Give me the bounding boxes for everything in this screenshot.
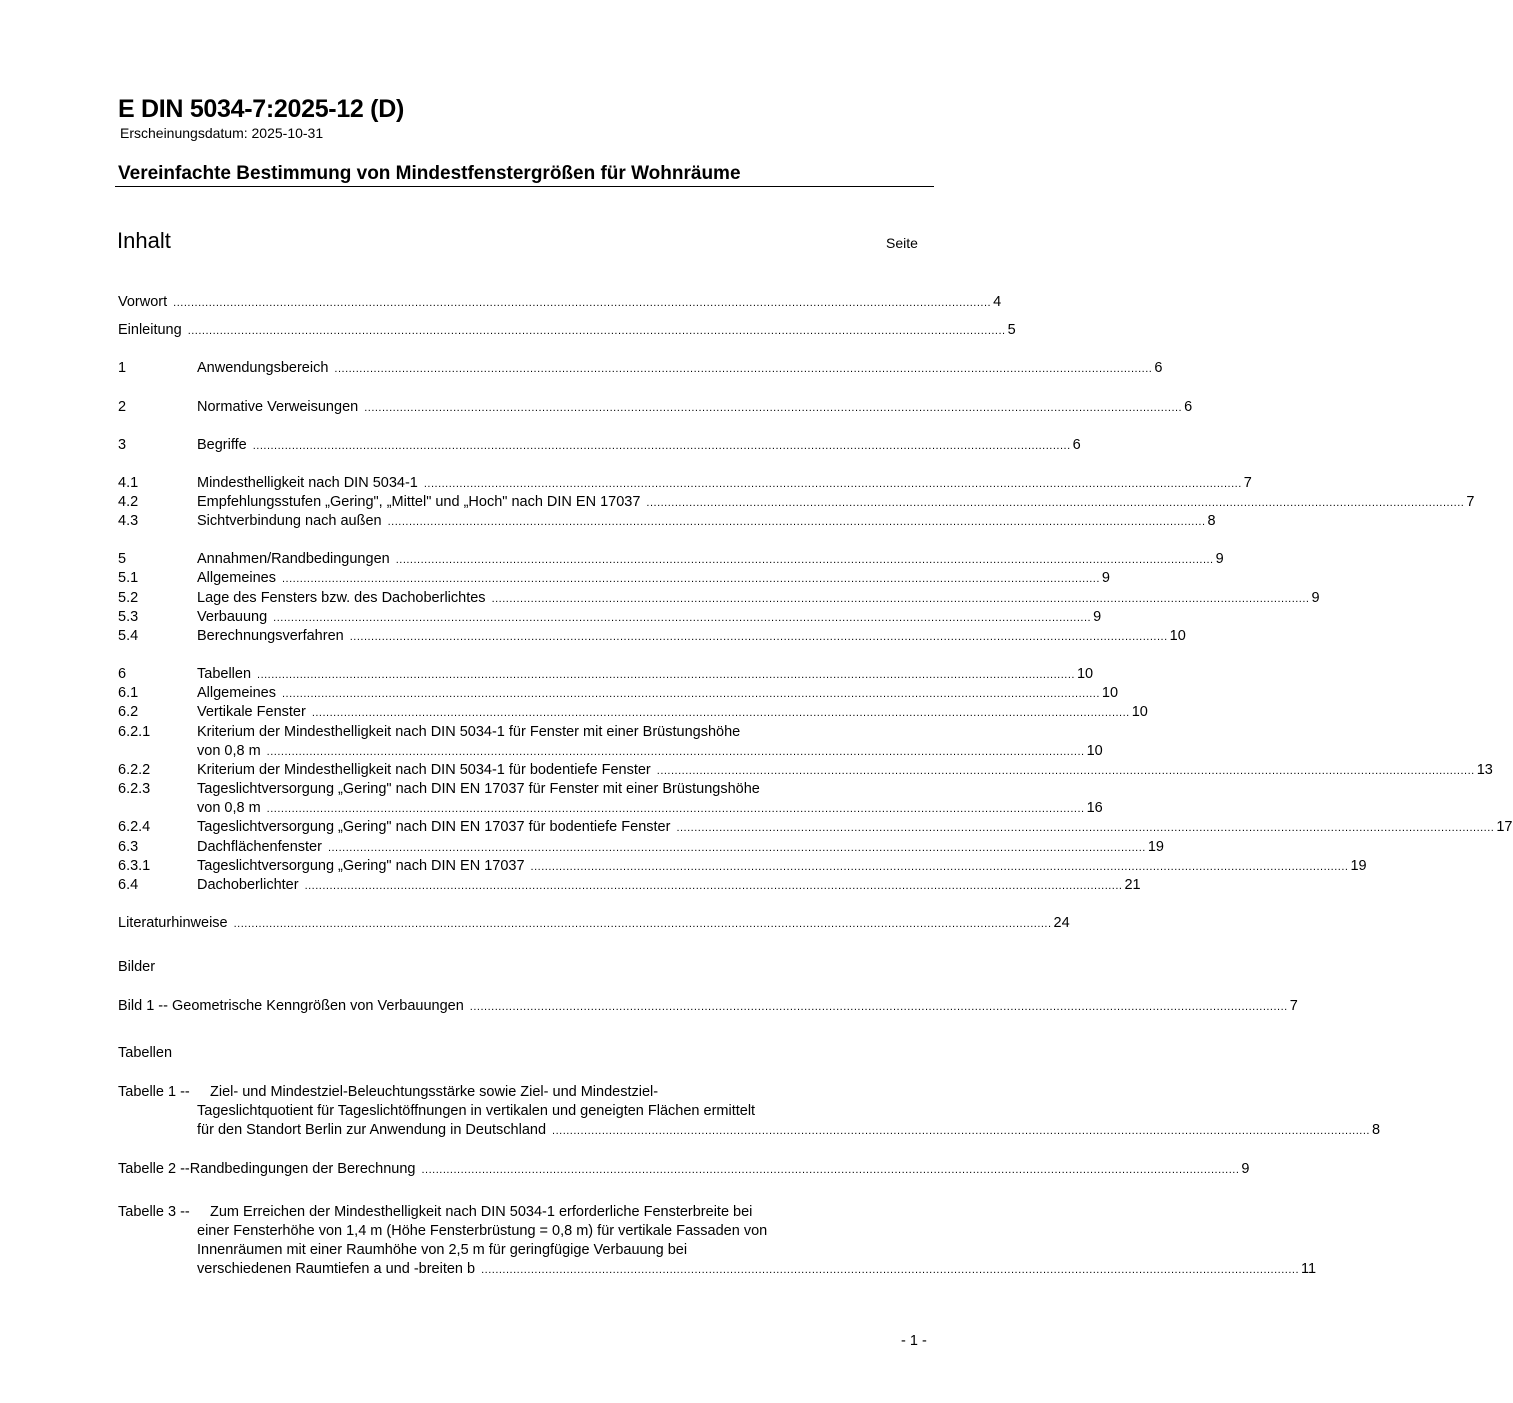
document-id: E DIN 5034-7:2025-12 (D) [118, 95, 404, 123]
toc-entry-page: 9 [1101, 570, 1110, 586]
toc-entry-title: Begriffe [197, 437, 247, 453]
toc-entry-title: Lage des Fensters bzw. des Dachoberlichtes [197, 590, 486, 606]
toc-entry-page: 6 [1072, 437, 1081, 453]
toc-entry-page: 19 [1350, 858, 1367, 874]
table-entry-prefix: Tabelle 1 -- [118, 1084, 190, 1100]
toc-entry-title: Dachoberlichter [197, 877, 299, 893]
toc-entry-page: 7 [1243, 475, 1252, 491]
toc-entry-title: von 0,8 m [197, 800, 261, 816]
toc-entry-title: von 0,8 m [197, 743, 261, 759]
table-entry-prefix: Tabelle 2 -- [118, 1161, 190, 1177]
toc-entry-page: 10 [1086, 743, 1103, 759]
toc-entry-title: Einleitung [118, 322, 182, 338]
toc-entry-page: 6 [1184, 399, 1193, 415]
toc-entry-title: Verbauung [197, 609, 268, 625]
toc-entry-number: 6.1 [118, 685, 139, 701]
toc-entry[interactable] [118, 703, 1148, 722]
toc-entry[interactable] [118, 818, 1513, 837]
toc-entry-title: Dachflächenfenster [197, 839, 322, 855]
dot-leader: ...................................................................................................................................................................................................................................... [334, 363, 1153, 375]
toc-heading: Inhalt [117, 228, 171, 253]
dot-leader: ...................................................................................................................................................................................................................................... [252, 440, 1071, 452]
toc-entry-title: Tabellen [197, 666, 252, 682]
figures-heading: Bilder [118, 959, 156, 975]
toc-entry[interactable] [118, 436, 1081, 455]
toc-entry-page: 21 [1124, 877, 1141, 893]
toc-entry[interactable] [118, 398, 1193, 417]
dot-leader: ...................................................................................................................................................................................................................................... [646, 497, 1465, 509]
toc-entry-number: 4.3 [118, 513, 139, 529]
toc-entry-page: 5 [1007, 322, 1016, 338]
page-column-label: Seite [886, 235, 918, 251]
toc-entry[interactable] [118, 608, 1102, 627]
dot-leader: ...................................................................................................................................................................................................................................... [530, 861, 1349, 873]
dot-leader: ...................................................................................................................................................................................................................................... [266, 803, 1085, 815]
dot-leader: ...................................................................................................................................................................................................................................... [491, 593, 1310, 605]
toc-entry-number: 6.3 [118, 839, 139, 855]
toc-entry-number: 5.1 [118, 570, 139, 586]
table-entry-title: verschiedenen Raumtiefen a und -breiten b [197, 1261, 476, 1277]
toc-entry[interactable] [118, 914, 1070, 933]
table-entry-title-line: Ziel- und Mindestziel-Beleuchtungsstärke sowie Ziel- und Mindestziel- [210, 1084, 659, 1100]
dot-leader: ...................................................................................................................................................................................................................................... [387, 516, 1206, 528]
table-entry[interactable] [118, 1203, 1317, 1279]
toc-entry-page: 24 [1053, 915, 1070, 931]
dot-leader: ...................................................................................................................................................................................................................................... [327, 842, 1146, 854]
figure-entry-page: 7 [1289, 998, 1298, 1014]
dot-leader: ...................................................................................................................................................................................................................................... [552, 1125, 1370, 1137]
toc-entry-number: 6.4 [118, 877, 139, 893]
toc-entry-title: Vorwort [118, 294, 168, 310]
toc-entry-number: 1 [118, 360, 127, 376]
toc-entry-number: 5.4 [118, 628, 139, 644]
toc-entry-page: 7 [1466, 494, 1475, 510]
toc-entry-title: Allgemeines [197, 685, 276, 701]
dot-leader: ...................................................................................................................................................................................................................................... [481, 1264, 1300, 1276]
dot-leader: ...................................................................................................................................................................................................................................... [469, 1001, 1288, 1013]
toc-entry-number: 3 [118, 437, 127, 453]
table-entry-title-line: einer Fensterhöhe von 1,4 m (Höhe Fensterbrüstung = 0,8 m) für vertikale Fassaden von [197, 1223, 768, 1239]
toc-entry[interactable] [118, 474, 1252, 493]
table-entry-title-line: Innenräumen mit einer Raumhöhe von 2,5 m für geringfügige Verbauung bei [197, 1242, 688, 1258]
toc-entry-title-line: Tageslichtversorgung „Gering" nach DIN EN 17037 für Fenster mit einer Brüstungshöhe [197, 781, 760, 797]
dot-leader: ...................................................................................................................................................................................................................................... [273, 612, 1092, 624]
toc-entry-number: 6.2.3 [118, 781, 151, 797]
toc-entry-number: 5.2 [118, 590, 139, 606]
toc-entry[interactable] [118, 293, 1002, 312]
toc-entry-title: Normative Verweisungen [197, 399, 359, 415]
toc-entry-number: 5.3 [118, 609, 139, 625]
dot-leader: ...................................................................................................................................................................................................................................... [656, 765, 1475, 777]
table-entry-page: 8 [1371, 1122, 1381, 1138]
dot-leader: ...................................................................................................................................................................................................................................... [676, 822, 1495, 834]
table-entry-title: Randbedingungen der Berechnung [189, 1161, 416, 1177]
tables-heading: Tabellen [118, 1045, 173, 1061]
toc-entry[interactable] [118, 493, 1475, 512]
toc-entry-title: Tageslichtversorgung „Gering" nach DIN EN 17037 [197, 858, 525, 874]
table-entry-page: 11 [1301, 1261, 1317, 1277]
toc-entry[interactable] [118, 627, 1186, 646]
publication-date: Erscheinungsdatum: 2025-10-31 [120, 125, 324, 141]
toc-entry-number: 6.2.2 [118, 762, 151, 778]
toc-entry[interactable] [118, 665, 1094, 684]
toc-entry[interactable] [118, 780, 1103, 818]
toc-entry-number: 6.2.1 [118, 724, 151, 740]
figure-entry-title: Bild 1 -- Geometrische Kenngrößen von Verbauungen [118, 998, 464, 1014]
toc-entry[interactable] [118, 857, 1367, 876]
toc-entry-title: Tageslichtversorgung „Gering" nach DIN EN 17037 für bodentiefe Fenster [197, 819, 671, 835]
toc-entry[interactable] [118, 550, 1224, 569]
toc-entry-title: Mindesthelligkeit nach DIN 5034-1 [197, 475, 418, 491]
toc-entry-title: Annahmen/Randbedingungen [197, 551, 390, 567]
dot-leader: ...................................................................................................................................................................................................................................... [257, 669, 1075, 681]
toc-entry[interactable] [118, 359, 1163, 378]
toc-entry-title: Literaturhinweise [118, 915, 228, 931]
toc-entry[interactable] [118, 589, 1320, 608]
dot-leader: ...................................................................................................................................................................................................................................... [173, 297, 992, 309]
dot-leader: ...................................................................................................................................................................................................................................... [423, 478, 1242, 490]
toc-entry[interactable] [118, 569, 1110, 588]
table-entry-title-line: Zum Erreichen der Mindesthelligkeit nach DIN 5034-1 erforderliche Fensterbreite bei [210, 1204, 753, 1220]
toc-entry-page: 10 [1131, 704, 1148, 720]
title-rule [115, 186, 934, 187]
toc-entry-title: Kriterium der Mindesthelligkeit nach DIN 5034-1 für bodentiefe Fenster [197, 762, 651, 778]
toc-entry-page: 13 [1476, 762, 1493, 778]
toc-entry-number: 5 [118, 551, 127, 567]
toc-entry-page: 10 [1169, 628, 1186, 644]
dot-leader: ...................................................................................................................................................................................................................................... [187, 325, 1006, 337]
toc-entry-page: 19 [1147, 839, 1164, 855]
dot-leader: ...................................................................................................................................................................................................................................... [233, 918, 1052, 930]
toc-entry-page: 10 [1076, 666, 1094, 682]
toc-entry-title: Sichtverbindung nach außen [197, 513, 382, 529]
toc-entry[interactable] [118, 321, 1016, 340]
table-entry[interactable] [118, 1160, 1250, 1179]
toc-entry-page: 4 [993, 294, 1002, 310]
dot-leader: ...................................................................................................................................................................................................................................... [304, 880, 1123, 892]
toc-entry-title: Vertikale Fenster [197, 704, 306, 720]
toc-entry[interactable] [118, 512, 1216, 531]
toc-entry-number: 2 [118, 399, 127, 415]
dot-leader: ...................................................................................................................................................................................................................................... [395, 554, 1214, 566]
toc-entry-page: 6 [1154, 360, 1163, 376]
figure-entry[interactable] [118, 997, 1298, 1016]
page-number: - 1 - [901, 1333, 927, 1349]
toc-entry-page: 10 [1101, 685, 1119, 701]
table-entry-title-line: Tageslichtquotient für Tageslichtöffnungen in vertikalen und geneigten Flächen ermittelt [197, 1103, 756, 1119]
toc-entry[interactable] [118, 684, 1119, 703]
toc-entry[interactable] [118, 876, 1141, 895]
table-entry-title: für den Standort Berlin zur Anwendung in Deutschland [197, 1122, 547, 1138]
toc-entry-title: Allgemeines [197, 570, 276, 586]
dot-leader: ...................................................................................................................................................................................................................................... [266, 746, 1085, 758]
toc-entry[interactable] [118, 838, 1164, 857]
toc-entry-page: 9 [1093, 609, 1102, 625]
toc-entry-number: 6.2 [118, 704, 139, 720]
table-entry-page: 9 [1241, 1161, 1250, 1177]
toc-entry-page: 9 [1311, 590, 1320, 606]
toc-entry-page: 17 [1496, 819, 1513, 835]
toc-entry-page: 9 [1215, 551, 1224, 567]
toc-entry-page: 16 [1086, 800, 1103, 816]
toc-entry-title: Berechnungsverfahren [197, 628, 344, 644]
dot-leader: ...................................................................................................................................................................................................................................... [311, 707, 1130, 719]
dot-leader: ...................................................................................................................................................................................................................................... [421, 1164, 1240, 1176]
dot-leader: ...................................................................................................................................................................................................................................... [282, 573, 1100, 585]
dot-leader: ...................................................................................................................................................................................................................................... [364, 402, 1183, 414]
table-entry[interactable] [118, 1083, 1381, 1140]
toc-entry-page: 8 [1207, 513, 1216, 529]
table-entry-prefix: Tabelle 3 -- [118, 1204, 190, 1220]
toc-entry[interactable] [118, 761, 1493, 780]
toc-entry-number: 6.2.4 [118, 819, 151, 835]
toc-entry-title: Anwendungsbereich [197, 360, 329, 376]
toc-entry-number: 4.1 [118, 475, 139, 491]
document-subtitle: Vereinfachte Bestimmung von Mindestfenstergrößen für Wohnräume [118, 163, 741, 184]
toc-entry-title: Empfehlungsstufen „Gering", „Mittel" und „Hoch" nach DIN EN 17037 [197, 494, 641, 510]
toc-entry-number: 6 [118, 666, 127, 682]
toc-entry-number: 4.2 [118, 494, 139, 510]
dot-leader: ...................................................................................................................................................................................................................................... [349, 631, 1168, 643]
toc-entry[interactable] [118, 723, 1103, 761]
toc-entry-title-line: Kriterium der Mindesthelligkeit nach DIN 5034-1 für Fenster mit einer Brüstungshöhe [197, 724, 741, 740]
dot-leader: ...................................................................................................................................................................................................................................... [282, 688, 1100, 700]
toc-entry-number: 6.3.1 [118, 858, 151, 874]
